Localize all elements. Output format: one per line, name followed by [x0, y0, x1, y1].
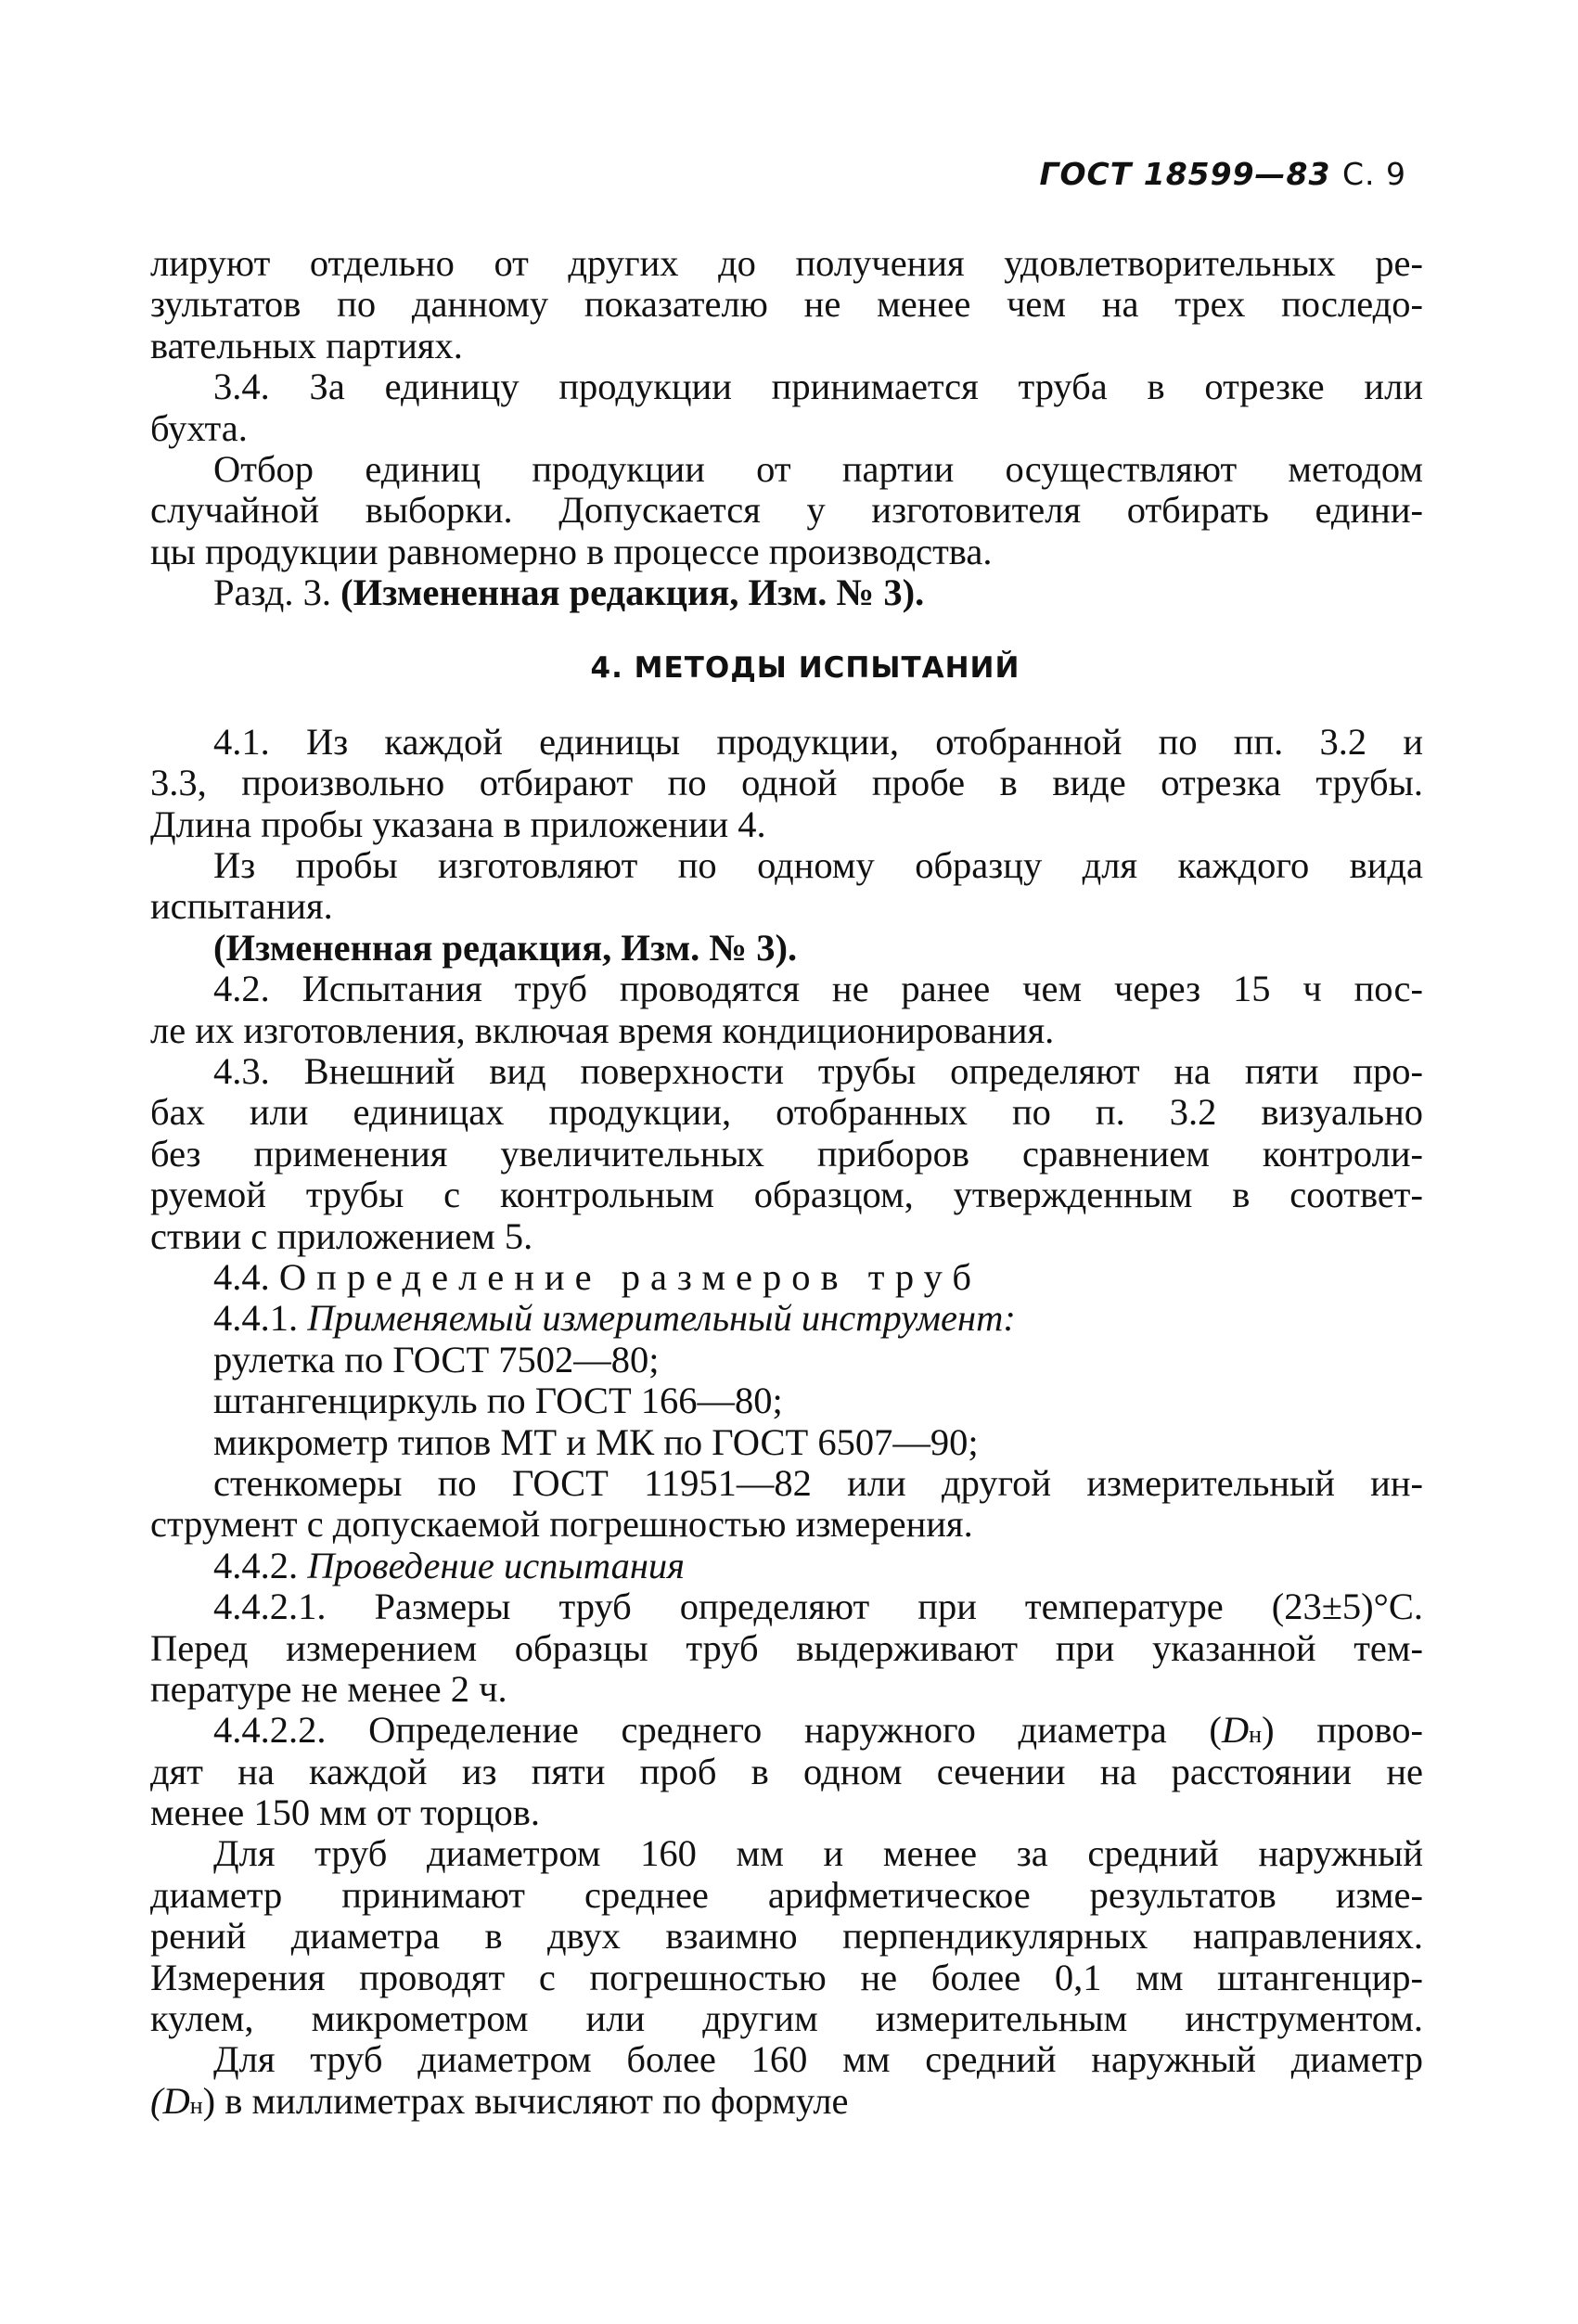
amendment-note [150, 572, 1423, 613]
formula-subscript: н [189, 2091, 203, 2119]
text-line: 3.4. За единицу продукции принимается труба в отрезке или [213, 366, 1423, 408]
text-line: Перед измерением образцы труб выдерживают при указанной тем- [150, 1626, 1423, 1669]
text-line: лируют отдельно от других до получения удовлетворительных ре- [150, 242, 1423, 284]
subsection-number: 4.4. [213, 1255, 270, 1298]
text-line: Измерения проводят с погрешностью не более 0,1 мм штангенцир- [150, 1956, 1423, 1998]
amendment-text: (Измененная редакция, Изм. № 3). [340, 571, 925, 614]
text-line: 4.1. Из каждой единицы продукции, отобранной по пп. 3.2 и [213, 720, 1423, 763]
text-line: случайной выборки. Допускается у изготовителя отбирать едини- [150, 489, 1423, 532]
text-line: испытания. [150, 885, 333, 928]
text-line: бах или единицах продукции, отобранных по п. 3.2 визуально [150, 1091, 1423, 1134]
subsection-title [150, 1257, 1423, 1298]
text-line: 4.4.2.1. Размеры труб определяют при температуре (23±5)°С. [213, 1586, 1423, 1628]
text-line: диаметр принимают среднее арифметическое результатов изме- [150, 1873, 1423, 1916]
formula-symbol: D [1221, 1709, 1250, 1752]
list-item: штангенциркуль по ГОСТ 166—80; [213, 1380, 783, 1422]
page-number: С. 9 [1341, 156, 1406, 192]
section-ref: Разд. 3. [213, 571, 331, 614]
text-line [150, 2081, 1423, 2122]
formula-symbol: D [162, 2079, 190, 2122]
subsection-italic-title: Проведение испытания [307, 1544, 686, 1586]
list-item: рулетка по ГОСТ 7502—80; [213, 1338, 660, 1380]
text-line: пературе не менее 2 ч. [150, 1667, 507, 1710]
subsection-italic-title: Применяемый измерительный инструмент: [307, 1297, 1016, 1340]
text-line: Для труб диаметром более 160 мм средний наружный диаметр [213, 2038, 1423, 2081]
text-line: кулем, микрометром или другим измерительным инструментом. [150, 1997, 1423, 2040]
subsection-spaced-title: Определение размеров труб [278, 1255, 981, 1298]
text-line: Из пробы изготовляют по одному образцу для каждого вида [213, 844, 1423, 887]
list-item: микрометр типов МТ и МК по ГОСТ 6507—90; [213, 1420, 979, 1463]
amendment-text: (Измененная редакция, Изм. № 3). [213, 926, 798, 969]
subsection-number: 4.4.1. [213, 1297, 299, 1340]
text-line: бухта. [150, 406, 248, 449]
text-line: рений диаметра в двух взаимно перпендикулярных направлениях. [150, 1915, 1423, 1958]
text-line: струмент с допускаемой погрешностью измерения. [150, 1503, 973, 1546]
text-line: цы продукции равномерно в процессе производства. [150, 530, 993, 572]
text-line: зультатов по данному показателю не менее чем на трех последо- [150, 283, 1423, 326]
formula-subscript: н [1249, 1721, 1263, 1749]
text-line: без применения увеличительных приборов сравнением контроли- [150, 1132, 1423, 1175]
text-fragment: ( [150, 2079, 163, 2122]
text-fragment: 4.4.2.2. Определение среднего наружного диаметра ( [213, 1709, 1222, 1752]
text-line: менее 150 мм от торцов. [150, 1791, 540, 1834]
page-header [1039, 156, 1406, 192]
standard-number: ГОСТ 18599—83 [1039, 156, 1331, 192]
subsection-number: 4.4.2. [213, 1544, 299, 1586]
subsection-title [150, 1546, 1423, 1586]
text-line: руемой трубы с контрольным образцом, утвержденным в соответ- [150, 1174, 1423, 1216]
text-line: вательных партиях. [150, 324, 463, 366]
text-line: 4.2. Испытания труб проводятся не ранее чем через 15 ч пос- [213, 968, 1423, 1010]
text-line: дят на каждой из пяти проб в одном сечении на расстоянии не [150, 1750, 1423, 1792]
text-line [150, 1710, 1423, 1751]
section-heading: 4. МЕТОДЫ ИСПЫТАНИЙ [590, 650, 1020, 685]
text-line: ствии с приложением 5. [150, 1214, 533, 1257]
text-fragment: ) прово- [1262, 1709, 1424, 1752]
text-line: Отбор единиц продукции от партии осуществляют методом [213, 447, 1423, 490]
text-line: Длина пробы указана в приложении 4. [150, 802, 766, 845]
list-item: стенкомеры по ГОСТ 11951—82 или другой измерительный ин- [213, 1461, 1423, 1504]
text-line: 4.3. Внешний вид поверхности трубы определяют на пяти про- [213, 1050, 1423, 1093]
subsection-title [150, 1298, 1423, 1339]
text-fragment: ) в миллиметрах вычисляют по формуле [202, 2079, 849, 2122]
document-body [150, 243, 1423, 2122]
text-line: Для труб диаметром 160 мм и менее за средний наружный [213, 1832, 1423, 1875]
text-line: 3.3, произвольно отбирают по одной пробе в виде отрезка трубы. [150, 762, 1423, 804]
text-line: ле их изготовления, включая время кондиционирования. [150, 1008, 1055, 1051]
